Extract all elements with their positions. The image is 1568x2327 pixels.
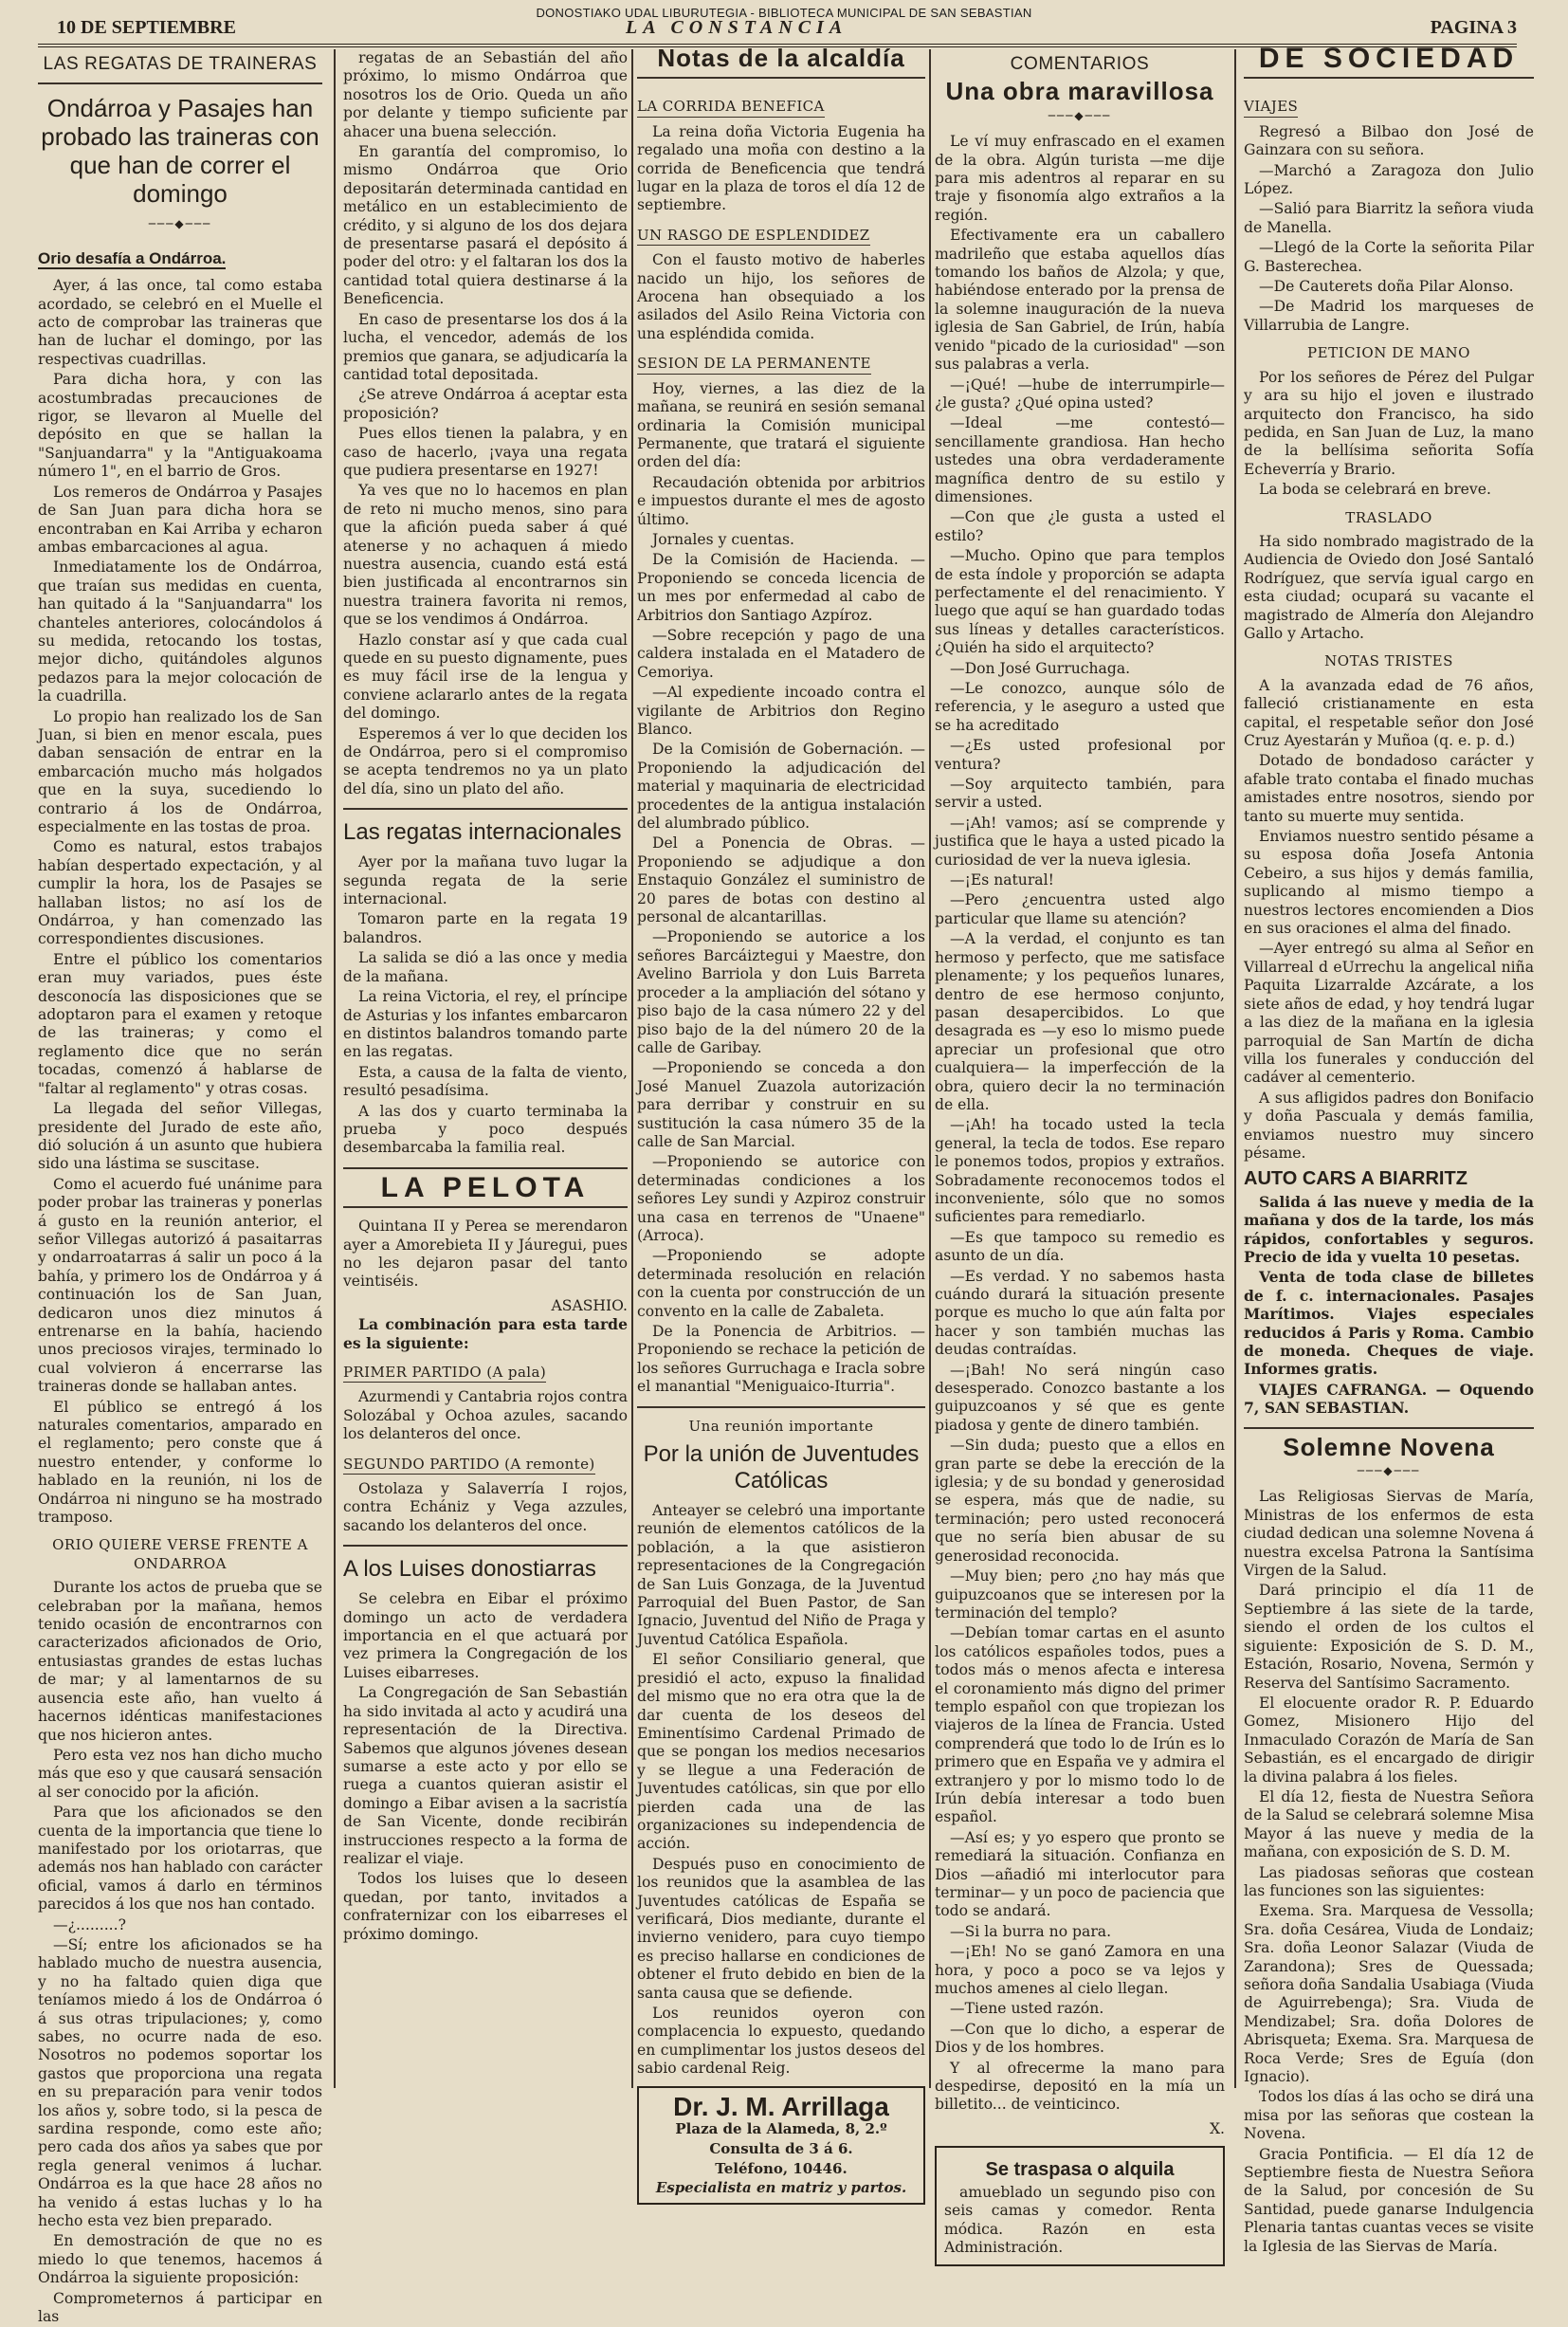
paragraph: —Con que lo dicho, a esperar de Dios y de los hombres.	[935, 2020, 1225, 2057]
column-3	[637, 44, 925, 2197]
article-kicker: Una reunión importante	[688, 1417, 874, 1435]
paragraph: —Debían tomar cartas en el asunto los católicos españoles todos, pues a todos más o menos afecta e interesa el coronamiento más digno del primer templo español con que tropiezan los viajeros de la línea de Francia. Usted comprenderá que todo lo de Irún es lo primero que en España ve y admira el extranjero y por lo mismo todo lo de Irún debía interesar a todo buen español.	[935, 1624, 1225, 1826]
paragraph: La combinación para esta tarde es la siguiente:	[343, 1315, 628, 1352]
paragraph: Para que los aficionados se den cuenta de la importancia que tiene lo manifestado por los oriotarras, que además nos han hablado con carácter oficial, vamos á darlo en términos parecidos á los que nos han contado.	[38, 1804, 322, 1914]
article-headline: Las regatas internacionales	[343, 819, 622, 846]
paragraph: Dotado de bondadoso carácter y afable trato contaba el finado muchas amistades entre nosotros, siendo por tanto su muerte muy sentida.	[1244, 752, 1534, 825]
paragraph: Inmediatamente los de Ondárroa, que traían sus medidas en cuenta, han quitado á la "Sanjuandarra" los chanteles anteriores, colocándolos á su medida, retocando los tostas, mejor dicho, quitándoles algunos pedazos para la mejor colocación de la cuadrilla.	[38, 559, 322, 705]
paragraph: —¡Bah! No será ningún caso desesperado. Conozco bastante a los guipuzcoanos y sé que es gente piadosa y gente de dinero también.	[935, 1361, 1225, 1434]
column-rule	[631, 49, 633, 2088]
paragraph: Ayer, á las once, tal como estaba acordado, se celebró en el Muelle el acto de comprobar las traineras que han de luchar el domingo, por las respectivas cuadrillas.	[38, 277, 322, 368]
paragraph: —Proponiendo se autorice con determinadas condiciones a los señores Ley sundi y Azpiroz construir una casa en terrenos de "Unaene" (Arroca).	[637, 1153, 925, 1244]
paragraph: Le ví muy enfrascado en el examen de la obra. Algún turista —me dije para mis adentros al reparar en su traje y fisonomía algo extraños a la región.	[935, 133, 1225, 224]
paragraph: —Es verdad. Y no sabemos hasta cuándo durará la situación presente porque es mucho lo que aún falta por hacer y son también muchas las deudas contraídas.	[935, 1267, 1225, 1359]
ad-text: amueblado un segundo piso con seis camas y comedor. Renta módica. Razón en esta Administración.	[944, 2183, 1215, 2256]
paragraph: Los remeros de Ondárroa y Pasajes de San Juan para dicha hora se encontraban en Kai Arriba y echaron ambas embarcaciones al agua.	[38, 483, 322, 556]
paragraph: Se celebra en Eibar el próximo domingo un acto de verdadera importancia en el que actuará por vez primera la Congregación de los Luises eibarreses.	[343, 1590, 628, 1681]
paragraph: —Tiene usted razón.	[950, 2000, 1104, 2018]
ad-text: Venta de toda clase de billetes de f. c. internacionales. Pasajes Marítimos. Viajes especiales reducidos á Paris y Roma. Cambio de moneda. Cheques de viaje. Informes gratis.	[1244, 1268, 1534, 1379]
travel-advertisement	[1244, 1170, 1534, 1417]
paragraph: Hazlo constar así y que cada cual quede en su puesto dignamente, pues es muy fácil irse de la lengua y conviene aclararlo antes de la regata del domingo.	[343, 631, 628, 723]
doctor-advertisement	[637, 2086, 925, 2206]
paragraph: Como es natural, estos trabajos habían despertado expectación, y al cumplir la hora, los de Pasajes se hallaban listos; no así los de Ondárroa, y han comenzado las correspondientes discusiones.	[38, 838, 322, 948]
paragraph: Quintana II y Perea se merendaron ayer a Amorebieta II y Jáuregui, pues no les dejaron pasar del tanto veintiséis.	[343, 1218, 628, 1291]
article-body	[1244, 1488, 1534, 2256]
paragraph: —¡Ah! vamos; así se comprende y justifica que le haya a usted picado la curiosidad de ver la nueva iglesia.	[935, 814, 1225, 869]
paragraph: —Si la burra no para.	[950, 1922, 1112, 1940]
paragraph: —Sobre recepción y pago de una caldera instalada en el Matadero de Cemoriya.	[637, 626, 925, 681]
paragraph: Gracia Pontificia. — El día 12 de Septiembre fiesta de Nuestra Señora de la Salud, por concesión de Su Santidad, puede ganarse Indulgencia Plenaria tantas cuantas veces se visite la Iglesia de las Siervas de María.	[1244, 2145, 1534, 2255]
paragraph: —¡Eh! No se ganó Zamora en una hora, y poco a poco se va lejos y muchos amenes al cielo llegan.	[935, 1943, 1225, 1998]
paragraph: La boda se celebrará en breve.	[1259, 481, 1491, 499]
article-headline: Una obra maravillosa	[945, 77, 1214, 106]
section-subheading: PETICION DE MANO	[1307, 344, 1470, 362]
article-body	[343, 49, 628, 798]
paragraph: Pues ellos tienen la palabra, y en caso de hacerlo, ¡vaya una regata que pudiera presentarse en 1927!	[343, 425, 628, 479]
column-5	[1244, 43, 1534, 2255]
article-headline: Solemne Novena	[1283, 1432, 1495, 1461]
article-subhead: Orio desafía a Ondárroa.	[38, 249, 226, 269]
column-rule	[334, 49, 336, 2088]
paragraph: —Proponiendo se autorice a los señores Barcáiztegui y Maestre, don Avelino Barriola y don Luis Barreta proceder a la ampliación del sótano y piso bajo de la casa número 22 y del piso bajo de la del número 20 de la calle de Garibay.	[637, 928, 925, 1056]
paragraph: —Sin duda; puesto que a ellos en gran parte se debe la erección de la iglesia; y de su bondad y generosidad se espera, más que de nadie, su terminación; pero usted reconocerá que no sería bien abusar de su generosidad reconocida.	[935, 1437, 1225, 1565]
ornament-divider: ───◆───	[148, 217, 212, 231]
section-subheading: VIAJES	[1244, 98, 1298, 117]
paragraph: —Don José Gurruchaga.	[950, 659, 1131, 677]
ad-headline: Se traspasa o alquila	[985, 2159, 1175, 2181]
masthead-title: LA CONSTANCIA	[626, 17, 848, 38]
article-body	[935, 133, 1225, 2115]
article-body	[637, 380, 925, 1397]
column-4	[935, 49, 1225, 2256]
paragraph: Como el acuerdo fué unánime para poder probar las traineras y ponerlas á gusto en la reunión anterior, el señor Villegas autorizó á pasaitarras y ondarroatarras á salir un poco á la bahía, y primero los de Ondárroa y á continuación los de San Juan, dedicaron unos diez minutos á entrenarse en la bahía, haciendo unos preciosos virajes, terminado lo cual volvieron á encerrarse las traineras donde se hallaban antes.	[38, 1175, 322, 1396]
paragraph: —Proponiendo se adopte determinada resolución en relación con la cuenta por construcción de un convento en la calle de Zabaleta.	[637, 1247, 925, 1320]
ad-doctor-name: Dr. J. M. Arrillaga	[673, 2091, 889, 2121]
divider	[343, 1545, 628, 1547]
ornament-divider: ───◆───	[1048, 108, 1112, 122]
paragraph: Jornales y cuentas.	[652, 530, 794, 548]
paragraph: Exema. Sra. Marquesa de Vessolla; Sra. doña Cesárea, Viuda de Londaiz; Sra. doña Leonor Salazar (Viuda de Zarandona); Sres de Quessada; señora doña Sandalia Usabiaga (Viuda de Aguirrebenga); Sra. Viuda de Mendizabel; Sra. doña Dolores de Abrisqueta; Exema. Sra. Marquesa de Roca Verde; Sres de Eguía (don Ignacio).	[1244, 1902, 1534, 2086]
signature: ASASHIO.	[551, 1296, 628, 1314]
paragraph: Ya ves que no lo hacemos en plan de reto ni mucho menos, sino para que la afición pueda saber á qué atenerse y no achaquen á miedo nuestra ausencia, cuando está está bien justificada al encontrarnos sin nuestra trainera favorita ni remos, que se los vendimos á Ondárroa.	[343, 482, 628, 629]
paragraph: Y al ofrecerme la mano para despedirse, depositó en la mía un billetito... de veinticinco.	[935, 2059, 1225, 2114]
paragraph: —Ideal —me contestó— sencillamente grandiosa. Han hecho ustedes una obra verdaderamente magnífica dentro de su estilo y dimensiones.	[935, 414, 1225, 505]
paragraph: Los reunidos oyeron con complacencia lo expuesto, quedando en cumplimentar los justos deseos del sabio cardenal Reig.	[637, 2005, 925, 2078]
article-headline: Por la unión de Juventudes Católicas	[643, 1441, 920, 1494]
match-heading: SEGUNDO PARTIDO (A remonte)	[343, 1456, 595, 1475]
section-heading: LA PELOTA	[380, 1171, 591, 1203]
ad-phone: Teléfono, 10446.	[715, 2160, 848, 2178]
paragraph: —Mucho. Opino que para templos de esta índole y proporción se adapta perfectamente el del renacimiento. Y luego que aquí se han guardado todas sus líneas y detalles característicos. ¿Quién ha sido el arquitecto?	[935, 547, 1225, 657]
divider	[343, 1167, 628, 1169]
paragraph: Las Religiosas Siervas de María, Ministras de los enfermos de esta ciudad dedican una solemne Novena á nuestra excelsa Patrona la Santísima Virgen de la Salud.	[1244, 1488, 1534, 1580]
section-heading: DE SOCIEDAD	[1258, 43, 1520, 74]
article-body	[343, 853, 628, 1158]
divider	[1244, 1427, 1534, 1429]
article-body	[38, 277, 322, 1527]
paragraph: De la Ponencia de Arbitrios. — Proponiendo se rechace la petición de los señores Gurruchaga e Iracla sobre el manantial "Meniguaico-Iturria".	[637, 1323, 925, 1396]
section-kicker: COMENTARIOS	[1010, 54, 1150, 74]
section-heading: Notas de la alcaldía	[657, 44, 905, 72]
divider	[1244, 77, 1534, 79]
ad-headline: AUTO CARS A BIARRITZ	[1244, 1168, 1468, 1190]
section-subheading: SESION DE LA PERMANENTE	[637, 355, 871, 374]
paragraph: Entre el público los comentarios eran muy variados, pues éste desconocía las disposiciones que se adoptaron para el examen y retoque de las traineras; y como el reglamento dice que no serán tocadas, comenzó á hablarse de "faltar al reglamento" y otras cosas.	[38, 950, 322, 1097]
rental-advertisement	[935, 2146, 1225, 2266]
paragraph: —Sí; entre los aficionados se ha hablado mucho de nuestra ausencia, y no ha faltado quien diga que teníamos miedo á los de Ondárroa ó á sus otras tripulaciones; y, como sabes, no ocurre nada de eso. Nosotros no podemos soportar los gastos que proporciona una regata en su preparación para venir todos los años y, sobre todo, si la pesca de sardina responde, como este año; pero cada dos años ya sabes que por regla general venimos á luchar. Ondárroa es la que hace 28 años no ha venido á estas luchas y lo ha hecho esta vez bien preparado.	[38, 1935, 322, 2230]
paragraph: En demostración de que no es miedo lo que tenemos, hacemos á Ondárroa la siguiente proposición:	[38, 2232, 322, 2287]
section-subheading: ORIO QUIERE VERSE FRENTE A ONDARROA	[52, 1536, 308, 1572]
paragraph: —Es que tampoco su remedio es asunto de un día.	[935, 1228, 1225, 1265]
paragraph: Esperemos á ver lo que deciden los de Ondárroa, pero si el compromiso se acepta tendremos no ya un plato del día, sino un plato del año.	[343, 724, 628, 797]
paragraph: Anteayer se celebró una importante reunión de elementos católicos de la población, a la que asistieron representaciones de la Congregación de San Luis Gonzaga, de la Juventud Parroquial del Buen Pastor, de San Ignacio, Juventud del Niño de Praga y Juventud Católica Española.	[637, 1502, 925, 1648]
paragraph: El público se entregó á los naturales comentarios, amparado en el reglamento; pero conste que á nuestro entender, y conforme lo hablado en la reunión, ni los de Ondárroa ni ninguno se ha mostrado tramposo.	[38, 1398, 322, 1527]
society-list	[1244, 123, 1534, 335]
paragraph: —Le conozco, aunque sólo de referencia, y le aseguro a usted que se ha acreditado	[935, 680, 1225, 734]
paragraph: A las dos y cuarto terminaba la prueba y poco después desembarcaba la familia real.	[343, 1102, 628, 1157]
paragraph: —Llegó de la Corte la señorita Pilar G. Basterechea.	[1244, 239, 1534, 275]
paragraph: Esta, a causa de la falta de viento, resultó pesadísima.	[343, 1063, 628, 1100]
paragraph: —Proponiendo se conceda a don José Manuel Zuazola autorización para derribar y construir en su sustitución la casa número 35 de la calle de San Marcial.	[637, 1059, 925, 1150]
paragraph: Efectivamente era un caballero madrileño que estaba aquellos días tomando los baños de Alzola; y que, habiéndose enterado por la prensa de la solemne inauguración de la nueva iglesia de San Gabriel, de Irún, había venido "picado de la curiosidad" —son sus palabras a verla.	[935, 227, 1225, 374]
paragraph: La reina Victoria, el rey, el príncipe de Asturias y los infantes embarcaron en distintos balandros tomando parte en las regatas.	[343, 988, 628, 1061]
ad-text: VIAJES CAFRANGA. — Oquendo 7, SAN SEBASTIAN.	[1244, 1380, 1534, 1418]
article-kicker: LAS REGATAS DE TRAINERAS	[43, 54, 318, 74]
paragraph: La Congregación de San Sebastián ha sido invitada al acto y acudirá una representación de la Directiva. Sabemos que algunos jóvenes desean sumarse a este acto y por ello se ruega a cuantos quieran asistir el domingo a Eibar avisen a la sacristía de San Vicente, donde recibirán instrucciones respecto a la forma de realizar el viaje.	[343, 1684, 628, 1867]
paragraph: —Ayer entregó su alma al Señor en Villarreal d eUrrechu la angelical niña Paquita Lizarralde Azcárate, a los siete años de edad, y hoy tendrá lugar a las diez de la mañana en la iglesia parroquial de San Martín de dicha villa los funerales y conducción del cadáver al cementerio.	[1244, 940, 1534, 1087]
paragraph: Hoy, viernes, a las diez de la mañana, se reunirá en sesión semanal ordinaria la Comisión municipal Permanente, que tratará el siguiente orden del día:	[637, 379, 925, 471]
article-headline: A los Luises donostiarras	[343, 1556, 596, 1583]
paragraph: Del a Ponencia de Obras. — Proponiendo se adjudique a don Enstaquio González el suministro de 20 pares de botas con destino al personal de alcantarillas.	[637, 834, 925, 926]
paragraph: La llegada del señor Villegas, presidente del Jurado de este año, dió solución á un asunto que hubiera sido una lástima se suscitase.	[38, 1100, 322, 1173]
paragraph: Ostolaza y Salaverría I rojos, contra Echániz y Vega azzules, sacando los delanteros del once.	[343, 1480, 628, 1534]
paragraph: Azurmendi y Cantabria rojos contra Solozábal y Ochoa azules, sacando los delanteros del once.	[343, 1388, 628, 1443]
paragraph: —De Madrid los marqueses de Villarrubia de Langre.	[1244, 298, 1534, 334]
paragraph: La salida se dió a las once y media de la mañana.	[343, 949, 628, 985]
paragraph: —Al expediente incoado contra el vigilante de Arbitrios don Regino Blanco.	[637, 684, 925, 738]
paragraph: Recaudación obtenida por arbitrios e impuestos durante el mes de agosto último.	[637, 473, 925, 528]
paragraph: De la Comisión de Gobernación. — Proponiendo la adjudicación del material y maquinaria de electricidad procedentes de la antigua instalación del alumbrado público.	[637, 741, 925, 833]
signature: X.	[1209, 2119, 1225, 2137]
paragraph: Las piadosas señoras que costean las funciones son las siguientes:	[1244, 1863, 1534, 1899]
divider	[343, 808, 628, 810]
paragraph: Enviamos nuestro sentido pésame a su esposa doña Josefa Antonia Cebeiro, a sus hijos y demás familia, suplicando al mismo tiempo a nuestros lectores encomienden a Dios en sus oraciones el alma del finado.	[1244, 828, 1534, 938]
paragraph: Con el fausto motivo de haberles nacido un hijo, los señores de Arocena han obsequiado a los asilados del Asilo Reina Victoria con una espléndida comida.	[637, 251, 925, 342]
paragraph: Lo propio han realizado los de San Juan, si bien en menor escala, pues daban sensación de entrar en la embarcación mucho más holgados que en la suya, sucediendo lo contrario á los de Ondárroa, especialmente en las tostas de proa.	[38, 707, 322, 835]
paragraph: A sus afligidos padres don Bonifacio y doña Pascuala y demás familia, enviamos nuestro muy sincero pésame.	[1244, 1089, 1534, 1162]
masthead-page: PAGINA 3	[1430, 17, 1517, 38]
ad-address: Plaza de la Alameda, 8, 2.º	[675, 2120, 887, 2138]
article-body	[1244, 677, 1534, 1164]
masthead-date: 10 DE SEPTIEMBRE	[57, 17, 236, 38]
article-headline: Ondárroa y Pasajes han probado las traineras con que han de correr el domingo	[41, 94, 319, 209]
ad-specialty: Especialista en matriz y partos.	[655, 2179, 907, 2197]
article-body	[637, 1502, 925, 2079]
column-2	[343, 49, 628, 2088]
paragraph: Comprometernos á participar en las	[38, 2289, 322, 2326]
paragraph: La reina doña Victoria Eugenia ha regalado una moña con destino a la corrida de Beneficencia que tendrá lugar en la plaza de toros el día 12 de septiembre.	[637, 122, 925, 214]
paragraph: —Con que ¿le gusta a usted el estilo?	[935, 508, 1225, 544]
divider	[637, 77, 925, 79]
divider	[343, 1206, 628, 1208]
paragraph: Pero esta vez nos han dicho mucho más que eso y que causará sensación al ser conocido por la afición.	[38, 1746, 322, 1801]
paragraph: El día 12, fiesta de Nuestra Señora de la Salud se celebrará solemne Misa Mayor á las nueve y media de la mañana, con exposición de S. D. M.	[1244, 1787, 1534, 1861]
article-body	[38, 1579, 322, 2326]
column-1	[38, 49, 322, 2326]
paragraph: —¿.........?	[53, 1915, 126, 1933]
article-body	[343, 1590, 628, 1944]
ornament-divider: ───◆───	[1357, 1464, 1421, 1478]
paragraph: —Marchó a Zaragoza don Julio López.	[1244, 161, 1534, 198]
paragraph: Durante los actos de prueba que se celebraban por la mañana, hemos tenido ocasión de encontrarnos con caracterizados aficionados de Orio, entusiastas grandes de estas luchas de mar; y al lamentarnos de su ausencia este año, han vuelto á hacernos idénticas manifestaciones que nos hicieron antes.	[38, 1579, 322, 1744]
section-subheading: LA CORRIDA BENEFICA	[637, 98, 825, 117]
ad-text: Salida á las nueve y media de la mañana y dos de la tarde, los más rápidos, confortables y seguros. Precio de ida y vuelta 10 pesetas.	[1244, 1192, 1534, 1266]
paragraph: El señor Consiliario general, que presidió el acto, expuso la finalidad del mismo que no era otra que la de dar cuenta de los deseos del Eminentísimo Cardenal Primado de que se pongan los medios necesarios y se llegue a una Federación de Juventudes católicas, sin que por ello pierden cada una de las organizaciones su independencia de acción.	[637, 1651, 925, 1853]
paragraph: —Soy arquitecto también, para servir a usted.	[935, 776, 1225, 812]
paragraph: ¿Se atreve Ondárroa á aceptar esta proposición?	[343, 386, 628, 422]
section-subheading: TRASLADO	[1345, 508, 1432, 526]
paragraph: —Salió para Biarritz la señora viuda de Manella.	[1244, 200, 1534, 236]
paragraph: Tomaron parte en la regata 19 balandros.	[343, 910, 628, 946]
paragraph: —A la verdad, el conjunto es tan hermoso y perfecto, que me satisface plenamente; y los pequeños lunares, dentro de ese hermoso conjunto, pasan desapercibidos. Lo que desagrada es —y eso lo mismo puede apreciar un profesional que otro cualquiera— la imperfección de la obra, quiero decir la no terminación de ella.	[935, 930, 1225, 1113]
paragraph: En caso de presentarse los dos á la lucha, el vencedor, además de los premios que ganara, se adjudicaría la cantidad total depositada.	[343, 310, 628, 383]
section-subheading: UN RASGO DE ESPLENDIDEZ	[637, 227, 870, 246]
paragraph: Para dicha hora, y con las acostumbradas precauciones de rigor, se llevaron al Muelle del depósito en que se hallan la "Sanjuandarra" y la "Antiguakoama número 1", en el barrio de Gros.	[38, 371, 322, 481]
paragraph: De la Comisión de Hacienda. — Proponiendo se conceda licencia de un mes por enfermedad al cabo de Arbitrios don Santiago Azpíroz.	[637, 551, 925, 624]
paragraph: regatas de an Sebastián del año próximo, lo mismo Ondárroa que nosotros los de Orio. Queda un año por delante y tiempo suficiente par ahacer una buena selección.	[343, 49, 628, 140]
paragraph: Ha sido nombrado magistrado de la Audiencia de Oviedo don José Santaló Rodríguez, que servía igual cargo en esta ciudad; ocupará su vacante el magistrado de Almería don Alejandro Gallo y Artacho.	[1244, 532, 1534, 642]
paragraph: Todos los luises que lo deseen quedan, por tanto, invitados a confraternizar con los eibarreses el próximo domingo.	[343, 1870, 628, 1943]
paragraph: —Pero ¿encuentra usted algo particular que llame su atención?	[935, 891, 1225, 927]
paragraph: En garantía del compromiso, lo mismo Ondárroa que Orio depositarán determinada cantidad en metálico en un establecimiento de crédito, y si alguno de los dos dejara de presentarse pasará el depósito á poder del otro: y el faltaran los dos la cantidad total quiera destinarse á la Beneficencia.	[343, 143, 628, 308]
section-subheading: NOTAS TRISTES	[1324, 652, 1453, 670]
paragraph: Todos los días á las ocho se dirá una misa por las señoras que costean la Novena.	[1244, 2088, 1534, 2143]
paragraph: Después puso en conocimiento de los reunidos que la asamblea de las Juventudes católicas de España se verificará, Dios mediante, durante el invierno venidero, para cuyo tiempo es preciso hallarse en condiciones de obtener el fruto debido en bien de la santa causa que se defiende.	[637, 1855, 925, 2002]
paragraph: Dará principio el día 11 de Septiembre á las siete de la tarde, siendo el orden de los cultos el siguiente: Exposición de S. D. M., Estación, Rosario, Novena, Sermón y Reserva del Santísimo Sacramento.	[1244, 1582, 1534, 1692]
paragraph: —¿Es usted profesional por ventura?	[935, 737, 1225, 773]
paragraph: El elocuente orador R. P. Eduardo Gomez, Misionero Hijo del Inmaculado Corazón de María de San Sebastián, es el encargado de dirigir la divina palabra á los fieles.	[1244, 1694, 1534, 1786]
paragraph: A la avanzada edad de 76 años, falleció cristianamente en esta capital, el respetable señor don José Cruz Ayestarán y Muñoa (q. e. p. d.)	[1244, 676, 1534, 749]
paragraph: —¡Es natural!	[950, 871, 1054, 889]
paragraph: Por los señores de Pérez del Pulgar y ara su hijo el joven e ilustrado arquitecto don Francisco, ha sido pedida, en San Juan de Luz, la mano de la bellísima señorita Sofía Echeverría y Brario.	[1244, 368, 1534, 478]
paragraph: —Muy bien; pero ¿no hay más que guipuzcoanos que se interesen por la terminación del templo?	[935, 1567, 1225, 1622]
paragraph: Regresó a Bilbao don José de Gainzara con su señora.	[1244, 122, 1534, 159]
column-rule	[1234, 49, 1236, 2088]
paragraph: Ayer por la mañana tuvo lugar la segunda regata de la serie internacional.	[343, 853, 628, 908]
library-watermark: DONOSTIAKO UDAL LIBURUTEGIA - BIBLIOTECA MUNICIPAL DE SAN SEBASTIAN	[536, 6, 1032, 20]
paragraph: —De Cauterets doña Pilar Alonso.	[1259, 278, 1514, 296]
paragraph: —¡Qué! —hube de interrumpirle— ¿le gusta? ¿Qué opina usted?	[935, 376, 1225, 412]
paragraph: —Así es; y yo espero que pronto se remediará la situación. Confianza en Dios —añadió mi interlocutor para terminar— y un poco de paciencia que todo se andará.	[935, 1828, 1225, 1920]
match-heading: PRIMER PARTIDO (A pala)	[343, 1364, 546, 1383]
paragraph: —¡Ah! ha tocado usted la tecla general, la tecla de todos. Ese reparo le ponemos todos, propios y extraños. Sobradamente reconocemos todos el inconveniente, sólo que no somos suficientes para remediarlo.	[935, 1116, 1225, 1226]
column-rule	[929, 49, 931, 2088]
divider	[38, 82, 322, 84]
ad-hours: Consulta de 3 á 6.	[709, 2140, 853, 2158]
divider	[637, 1406, 925, 1408]
